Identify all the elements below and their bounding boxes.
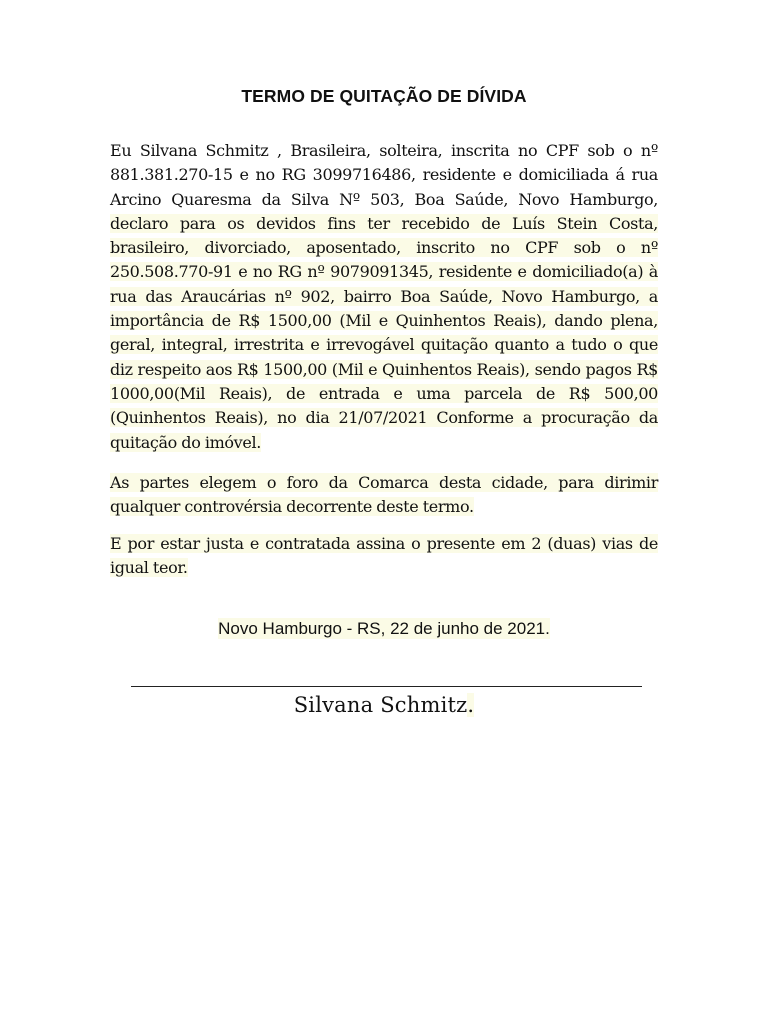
declaration-intro: Eu Silvana Schmitz , Brasileira, solteira, inscrita no CPF sob o nº 881.381.270-15 e no RG 3099716486, residente e domiciliada á rua Arcino Quaresma da Silva Nº 503, Boa Saúde, Novo Hamburgo, bbox=[110, 141, 658, 209]
closing-text: E por estar justa e contratada assina o presente em 2 (duas) vias de igual teor. bbox=[110, 534, 658, 578]
signature-line bbox=[131, 686, 642, 687]
signature-block bbox=[0, 693, 768, 717]
paragraph-closing bbox=[110, 532, 658, 581]
paragraph-declaration bbox=[110, 139, 658, 455]
declaration-highlighted: declaro para os devidos fins ter recebido de Luís Stein Costa, brasileiro, divorciado, aposentado, inscrito no CPF sob o nº 250.508.770-91 e no RG nº 9079091345, residente e domiciliado(a) à rua das Araucárias nº 902, bairro Boa Saúde, Novo Hamburgo, a importância de R$ 1500,00 (Mil e Quinhentos Reais), dando plena, geral, integral, irrestrita e irrevogável quitação quanto a tudo o que diz respeito aos R$ 1500,00 (Mil e Quinhentos Reais), sendo pagos R$ 1000,00(Mil Reais), de entrada e uma parcela de R$ 500,00 (Quinhentos Reais), no dia 21/07/2021 Conforme a procuração da quitação do imóvel. bbox=[110, 213, 658, 452]
place-date-line bbox=[0, 619, 768, 639]
document-title: TERMO DE QUITAÇÃO DE DÍVIDA bbox=[241, 86, 527, 106]
place-date-text: Novo Hamburgo - RS, 22 de junho de 2021. bbox=[218, 619, 550, 638]
paragraph-jurisdiction bbox=[110, 471, 658, 520]
signature-name: Silvana Schmitz bbox=[293, 693, 468, 717]
signature-period: . bbox=[467, 693, 475, 717]
jurisdiction-text: As partes elegem o foro da Comarca desta cidade, para dirimir qualquer controvérsia decorrente deste termo. bbox=[110, 473, 658, 517]
